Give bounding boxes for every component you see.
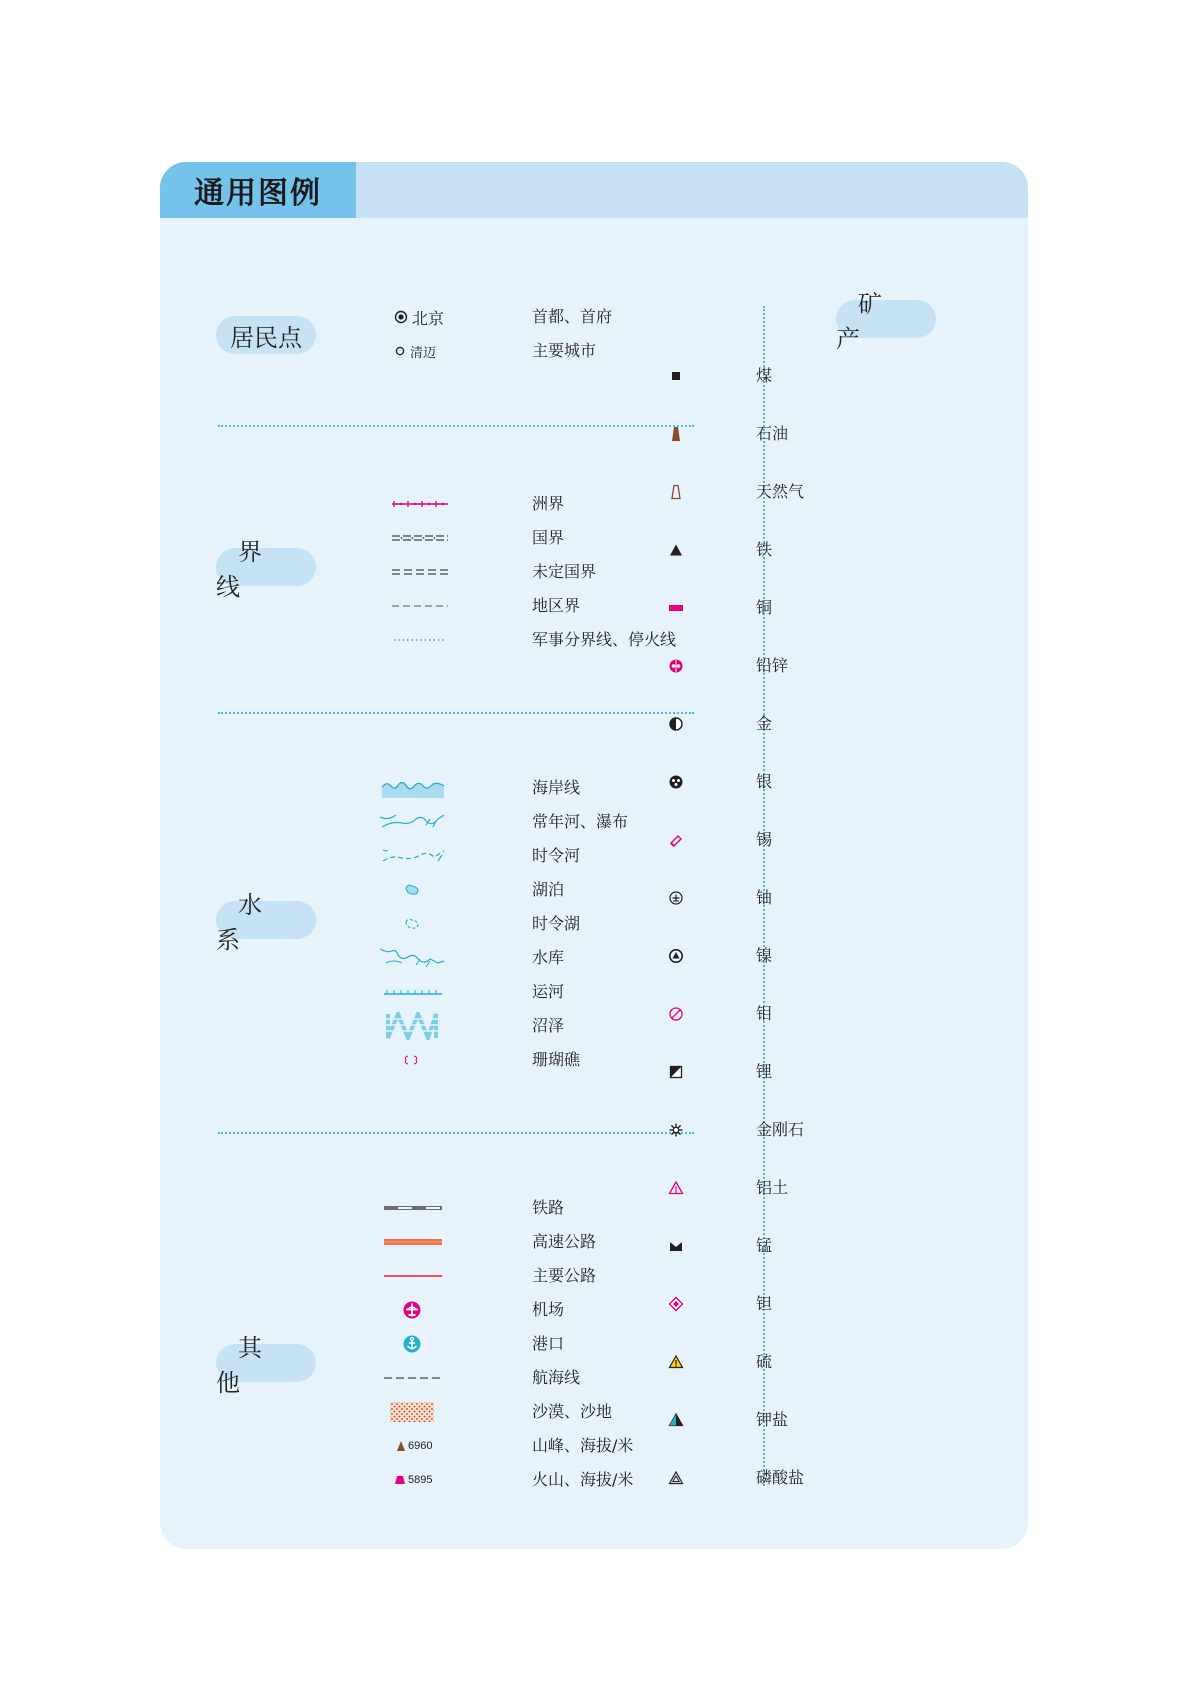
mineral-label: 锡 bbox=[756, 830, 773, 849]
mineral-row-gold bbox=[660, 708, 880, 740]
legend-row-continent-boundary bbox=[220, 488, 660, 520]
tantalum-diamond-icon bbox=[660, 1288, 692, 1320]
airport-icon bbox=[402, 1300, 422, 1320]
undetermined-boundary-label: 未定国界 bbox=[532, 562, 597, 581]
legend-row-port bbox=[220, 1328, 660, 1360]
volcano-label: 火山、海拔/米 bbox=[532, 1470, 634, 1489]
tin-pencil-icon bbox=[660, 824, 692, 856]
lake-label: 湖泊 bbox=[532, 880, 565, 899]
expressway-symbol bbox=[382, 1226, 492, 1258]
peak-label: 山峰、海拔/米 bbox=[532, 1436, 634, 1455]
mineral-label: 金 bbox=[756, 714, 773, 733]
mineral-label: 铁 bbox=[756, 540, 773, 559]
airport-symbol bbox=[402, 1294, 512, 1326]
ceasefire-line-label: 军事分界线、停火线 bbox=[532, 630, 677, 649]
lake-symbol bbox=[402, 874, 512, 906]
regional-boundary-symbol bbox=[390, 590, 500, 622]
legend-row-national-boundary bbox=[220, 522, 660, 554]
river-symbol bbox=[378, 806, 488, 838]
filled-square-icon bbox=[660, 360, 692, 392]
volcano-icon bbox=[394, 1475, 406, 1485]
mineral-row-phosphate bbox=[660, 1462, 880, 1494]
legend-row-coral-reef bbox=[220, 1044, 660, 1076]
mineral-label: 铜 bbox=[756, 598, 773, 617]
heading-boundaries: 界 线 bbox=[216, 548, 316, 586]
legend-row-seasonal-river bbox=[220, 840, 660, 872]
mineral-row-sulfur bbox=[660, 1346, 880, 1378]
mineral-row-bauxite bbox=[660, 1172, 880, 1204]
peak-symbol bbox=[396, 1430, 506, 1462]
seasonal-river-label: 时令河 bbox=[532, 846, 581, 865]
legend-row-coastline bbox=[220, 772, 660, 804]
desert-symbol bbox=[388, 1396, 498, 1428]
national-boundary-symbol bbox=[390, 522, 500, 554]
river-label: 常年河、瀑布 bbox=[532, 812, 629, 831]
continent-boundary-symbol bbox=[390, 488, 500, 520]
port-label: 港口 bbox=[532, 1334, 565, 1353]
mineral-row-oil bbox=[660, 418, 880, 450]
section-divider bbox=[218, 1132, 694, 1134]
mineral-row-uranium bbox=[660, 882, 880, 914]
legend-row-undetermined-boundary bbox=[220, 556, 660, 588]
expressway-label: 高速公路 bbox=[532, 1232, 597, 1251]
mineral-row-tantalum bbox=[660, 1288, 880, 1320]
mineral-row-molybdenum bbox=[660, 998, 880, 1030]
silver-circle-icon bbox=[660, 766, 692, 798]
mineral-label: 钼 bbox=[756, 1004, 773, 1023]
major-city-label: 主要城市 bbox=[532, 341, 597, 360]
volcano-symbol bbox=[394, 1464, 504, 1496]
mineral-row-copper bbox=[660, 592, 880, 624]
uranium-circle-icon bbox=[660, 882, 692, 914]
mineral-label: 硫 bbox=[756, 1352, 773, 1371]
legend-row-reservoir bbox=[220, 942, 660, 974]
mineral-row-silver bbox=[660, 766, 880, 798]
legend-row-airport bbox=[220, 1294, 660, 1326]
coastline-symbol bbox=[380, 772, 490, 804]
legend-row-shipping-route bbox=[220, 1362, 660, 1394]
reservoir-label: 水库 bbox=[532, 948, 565, 967]
mineral-label: 磷酸盐 bbox=[756, 1468, 805, 1487]
magenta-bar-icon bbox=[660, 592, 692, 624]
mineral-label: 钽 bbox=[756, 1294, 773, 1313]
legend-row-lake bbox=[220, 874, 660, 906]
coral-reef-label: 珊瑚礁 bbox=[532, 1050, 581, 1069]
mineral-label: 煤 bbox=[756, 366, 773, 385]
canal-label: 运河 bbox=[532, 982, 565, 1001]
coral-reef-symbol bbox=[402, 1044, 512, 1076]
legend-row-canal bbox=[220, 976, 660, 1008]
reservoir-symbol bbox=[378, 942, 488, 974]
mineral-label: 天然气 bbox=[756, 482, 805, 501]
mineral-label: 锂 bbox=[756, 1062, 773, 1081]
lithium-square-icon bbox=[660, 1056, 692, 1088]
mineral-label: 铅锌 bbox=[756, 656, 789, 675]
legend-row-swamp bbox=[220, 1010, 660, 1042]
major-city-symbol bbox=[394, 335, 504, 367]
phosphate-triangle-icon bbox=[660, 1462, 692, 1494]
mineral-row-potash bbox=[660, 1404, 880, 1436]
legend-row-river bbox=[220, 806, 660, 838]
canal-symbol bbox=[382, 976, 492, 1008]
undetermined-boundary-symbol bbox=[390, 556, 500, 588]
legend-row-major-city bbox=[220, 335, 660, 367]
mineral-row-manganese bbox=[660, 1230, 880, 1262]
mineral-row-nickel bbox=[660, 940, 880, 972]
legend-row-railway bbox=[220, 1192, 660, 1224]
seasonal-lake-label: 时令湖 bbox=[532, 914, 581, 933]
volcano-elevation: 5895 bbox=[408, 1474, 433, 1486]
railway-symbol bbox=[382, 1192, 492, 1224]
legend-row-regional-boundary bbox=[220, 590, 660, 622]
legend-row-seasonal-lake bbox=[220, 908, 660, 940]
shipping-route-label: 航海线 bbox=[532, 1368, 581, 1387]
section-divider bbox=[218, 425, 694, 427]
mineral-label: 铝土 bbox=[756, 1178, 789, 1197]
capital-example-name: 北京 bbox=[412, 308, 445, 328]
capital-label: 首都、首府 bbox=[532, 307, 613, 326]
port-symbol bbox=[402, 1328, 512, 1360]
desert-label: 沙漠、沙地 bbox=[532, 1402, 613, 1421]
potash-triangle-icon bbox=[660, 1404, 692, 1436]
national-boundary-label: 国界 bbox=[532, 528, 565, 547]
mineral-label: 金刚石 bbox=[756, 1120, 805, 1139]
mineral-row-lithium bbox=[660, 1056, 880, 1088]
city-circle-icon bbox=[394, 345, 406, 357]
legend-row-volcano bbox=[220, 1464, 660, 1496]
lead-zinc-icon bbox=[660, 650, 692, 682]
airport-label: 机场 bbox=[532, 1300, 565, 1319]
mineral-row-natural-gas bbox=[660, 476, 880, 508]
heading-other: 其 他 bbox=[216, 1344, 316, 1382]
sulfur-triangle-icon bbox=[660, 1346, 692, 1378]
continent-boundary-label: 洲界 bbox=[532, 494, 565, 513]
legend-row-main-road bbox=[220, 1260, 660, 1292]
oil-derrick-icon bbox=[660, 418, 692, 450]
main-road-symbol bbox=[382, 1260, 492, 1292]
mineral-label: 石油 bbox=[756, 424, 789, 443]
peak-elevation: 6960 bbox=[408, 1440, 433, 1452]
mineral-label: 锰 bbox=[756, 1236, 773, 1255]
manganese-icon bbox=[660, 1230, 692, 1262]
capital-symbol bbox=[394, 301, 504, 333]
nickel-circle-icon bbox=[660, 940, 692, 972]
legend-row-ceasefire-line bbox=[220, 624, 677, 656]
half-circle-icon bbox=[660, 708, 692, 740]
peak-triangle-icon bbox=[396, 1440, 406, 1452]
legend-row-peak bbox=[220, 1430, 660, 1462]
mineral-label: 镍 bbox=[756, 946, 773, 965]
mineral-row-diamond bbox=[660, 1114, 880, 1146]
mineral-row-lead-zinc bbox=[660, 650, 880, 682]
molybdenum-circle-icon bbox=[660, 998, 692, 1030]
legend-row-desert bbox=[220, 1396, 660, 1428]
regional-boundary-label: 地区界 bbox=[532, 596, 581, 615]
coastline-label: 海岸线 bbox=[532, 778, 581, 797]
mineral-row-iron bbox=[660, 534, 880, 566]
mineral-row-coal bbox=[660, 360, 880, 392]
legend-row-expressway bbox=[220, 1226, 660, 1258]
section-divider bbox=[218, 712, 694, 714]
swamp-symbol bbox=[384, 1010, 494, 1042]
anchor-icon bbox=[402, 1334, 422, 1354]
ceasefire-line-symbol bbox=[390, 624, 500, 656]
heading-minerals: 矿 产 bbox=[836, 300, 936, 338]
railway-label: 铁路 bbox=[532, 1198, 565, 1217]
main-road-label: 主要公路 bbox=[532, 1266, 597, 1285]
seasonal-lake-symbol bbox=[402, 908, 512, 940]
mineral-row-tin bbox=[660, 824, 880, 856]
bauxite-triangle-icon bbox=[660, 1172, 692, 1204]
seasonal-river-symbol bbox=[380, 840, 490, 872]
mineral-label: 钾盐 bbox=[756, 1410, 789, 1429]
heading-water: 水 系 bbox=[216, 901, 316, 939]
mineral-label: 铀 bbox=[756, 888, 773, 907]
legend-title: 通用图例 bbox=[160, 162, 356, 218]
filled-triangle-icon bbox=[660, 534, 692, 566]
heading-settlements: 居民点 bbox=[216, 316, 316, 354]
diamond-star-icon bbox=[660, 1114, 692, 1146]
swamp-label: 沼泽 bbox=[532, 1016, 565, 1035]
mineral-label: 银 bbox=[756, 772, 773, 791]
legend-row-capital bbox=[220, 301, 660, 333]
shipping-route-symbol bbox=[382, 1362, 492, 1394]
capital-circle-icon bbox=[394, 310, 408, 324]
city-example-name: 清迈 bbox=[410, 345, 437, 361]
gas-derrick-icon bbox=[660, 476, 692, 508]
